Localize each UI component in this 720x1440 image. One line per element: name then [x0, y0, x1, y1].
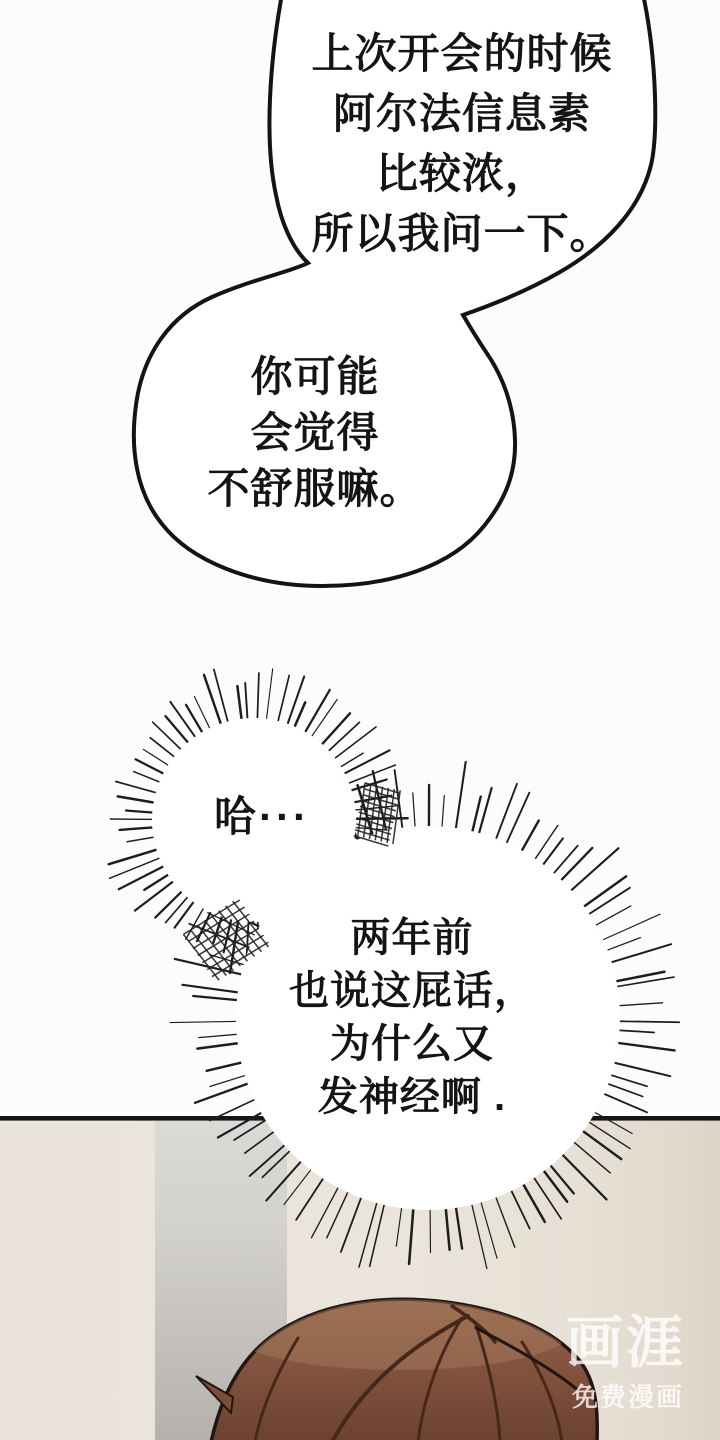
speech-bubble-2-text — [115, 349, 515, 517]
speech-line: 上次开会的时候 — [311, 30, 613, 77]
speech-line: 为什么又 — [330, 1022, 494, 1066]
speech-line: 所以我问一下。 — [311, 210, 613, 257]
speech-line: 两年前 — [350, 916, 474, 960]
speech-line: 会觉得 — [250, 409, 380, 456]
thought-large-text — [212, 912, 612, 1124]
watermark-tagline: 免费漫画 — [572, 1382, 685, 1412]
speech-line: 不舒服嘛。 — [207, 465, 423, 512]
speech-bubble-1-text — [262, 24, 662, 264]
thought-small-text — [150, 791, 374, 843]
speech-line: 阿尔法信息素 — [332, 90, 591, 137]
speech-line: 发神经啊 . — [317, 1075, 507, 1119]
speech-line: 比较浓， — [375, 150, 548, 197]
watermark-logo: 画涯 — [566, 1311, 686, 1375]
speech-line: 哈··· — [214, 793, 310, 840]
speech-line: 也说这屁话， — [289, 969, 535, 1013]
speech-line: 你可能 — [250, 353, 380, 400]
